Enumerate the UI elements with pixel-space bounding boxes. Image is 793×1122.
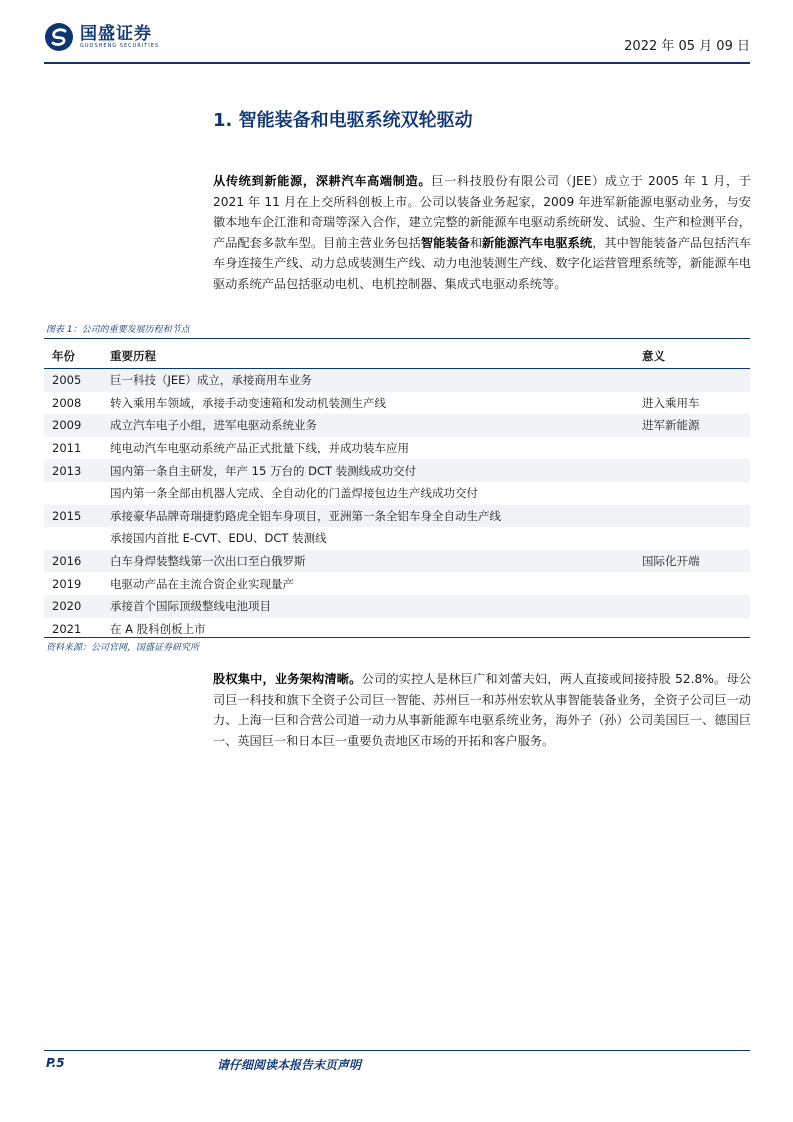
cell-year: 2019 (52, 576, 82, 591)
cell-event: 白车身焊装整线第一次出口至白俄罗斯 (110, 550, 642, 573)
cell-event: 纯电动汽车电驱动系统产品正式批量下线，并成功装车应用 (110, 441, 409, 456)
cell-event: 国内第一条全部由机器人完成、全自动化的门盖焊接包边生产线成功交付 (110, 486, 478, 501)
logo-chinese-name: 国盛证券 (80, 23, 152, 44)
equity-lead: 股权集中，业务架构清晰。 (213, 672, 362, 686)
report-date: 2022 年 05 月 09 日 (624, 39, 750, 54)
cell-year: 2015 (44, 505, 110, 528)
figure-source: 资料来源：公司官网，国盛证券研究所 (46, 643, 200, 653)
cell-year: 2008 (52, 395, 82, 410)
intro-text-a: 巨一科技股份有限公司（JEE）成立于 2005 年 1 月，于 2021 年 11 月在上交所科创板上市。公司以装备业务起家，2009 年进军新能源电驱动业务，与安徽本地车企江淮和奇瑞等深入合作，建立完整的新能源车电驱动系统研发、试验、生产和检测平台，产品配套多款车型。目前主营业务包括 (213, 174, 751, 250)
company-logo (44, 22, 159, 52)
cell-significance (642, 505, 750, 528)
cell-year (44, 527, 110, 550)
table-row (44, 572, 750, 595)
header-divider (44, 62, 750, 64)
figure-bottom-rule (44, 637, 750, 638)
header-significance: 意义 (642, 344, 750, 369)
cell-event: 承接国内首批 E-CVT、EDU、DCT 装测线 (110, 531, 327, 546)
cell-significance (642, 527, 750, 550)
cell-event: 在 A 股科创板上市 (110, 621, 206, 636)
cell-event: 巨一科技（JEE）成立，承接商用车业务 (110, 369, 642, 392)
cell-year (44, 482, 110, 505)
intro-text-b: 和 (469, 235, 483, 250)
table-row (44, 392, 750, 415)
intro-bold-edrive: 新能源汽车电驱系统 (482, 235, 593, 250)
cell-year: 2021 (52, 621, 82, 636)
cell-significance (642, 595, 750, 618)
header-event: 重要历程 (110, 344, 642, 369)
table-row (44, 505, 750, 528)
cell-year: 2013 (44, 459, 110, 482)
header-year: 年份 (44, 344, 110, 369)
table-row (44, 482, 750, 505)
section-title: 1. 智能装备和电驱系统双轮驱动 (213, 110, 473, 131)
cell-event: 国内第一条自主研发，年产 15 万台的 DCT 装测线成功交付 (110, 459, 642, 482)
cell-event: 电驱动产品在主流合资企业实现量产 (110, 576, 294, 591)
intro-lead: 从传统到新能源，深耕汽车高端制造。 (213, 174, 432, 188)
page-header (44, 22, 750, 62)
cell-event: 成立汽车电子小组，进军电驱动系统业务 (110, 414, 642, 437)
cell-year: 2020 (44, 595, 110, 618)
table-row (44, 369, 750, 392)
table-header-row (44, 344, 750, 369)
cell-year: 2016 (44, 550, 110, 573)
table-row (44, 550, 750, 573)
cell-event: 承接豪华品牌奇瑞捷豹路虎全铝车身项目，亚洲第一条全铝车身全自动生产线 (110, 505, 642, 528)
cell-significance (642, 572, 750, 595)
figure-title: 图表 1：公司的重要发展历程和节点 (46, 325, 190, 335)
figure-top-rule (44, 338, 750, 339)
footer-divider (44, 1050, 750, 1051)
page-number: P.5 (46, 1056, 65, 1070)
table-row (44, 414, 750, 437)
table-row (44, 459, 750, 482)
cell-significance: 进军新能源 (642, 414, 750, 437)
table-row (44, 437, 750, 460)
cell-significance (642, 459, 750, 482)
cell-event: 承接首个国际顶级整线电池项目 (110, 595, 642, 618)
cell-year: 2005 (44, 369, 110, 392)
cell-significance: 进入乘用车 (642, 395, 700, 410)
intro-text-c: ，其中智能装备产品包括汽车车身连接生产线、动力总成装测生产线、动力电池装测生产线、数字化运营管理系统等，新能源车电驱动系统产品包括驱动电机、电机控制器、集成式电驱动系统等。 (213, 235, 752, 291)
equity-text: 公司的实控人是林巨广和刘蕾夫妇，两人直接或间接持股 52.8%。母公司巨一科技和旗下全资子公司巨一智能、苏州巨一和苏州宏软从事智能装备业务，全资子公司巨一动力、上海一巨和合营公司道一动力从事新能源车电驱系统业务，海外子（孙）公司美国巨一、德国巨一、英国巨一和日本巨一重要负责地区市场的开拓和客户服务。 (213, 672, 752, 748)
intro-paragraph (213, 171, 751, 295)
cell-significance: 国际化开端 (642, 550, 750, 573)
equity-paragraph (213, 669, 751, 751)
cell-significance (642, 437, 750, 460)
intro-bold-equipment: 智能装备 (420, 235, 470, 250)
cell-significance (642, 482, 750, 505)
guosheng-logo-icon (44, 22, 74, 52)
footer-disclaimer: 请仔细阅读本报告末页声明 (217, 1058, 362, 1072)
milestone-table (44, 344, 750, 640)
cell-year: 2011 (52, 441, 82, 456)
cell-significance (642, 369, 750, 392)
table-row (44, 595, 750, 618)
logo-english-name: GUOSHENG SECURITIES (80, 42, 160, 49)
table-row (44, 527, 750, 550)
cell-event: 转入乘用车领域，承接手动变速箱和发动机装测生产线 (110, 395, 386, 410)
cell-year: 2009 (44, 414, 110, 437)
